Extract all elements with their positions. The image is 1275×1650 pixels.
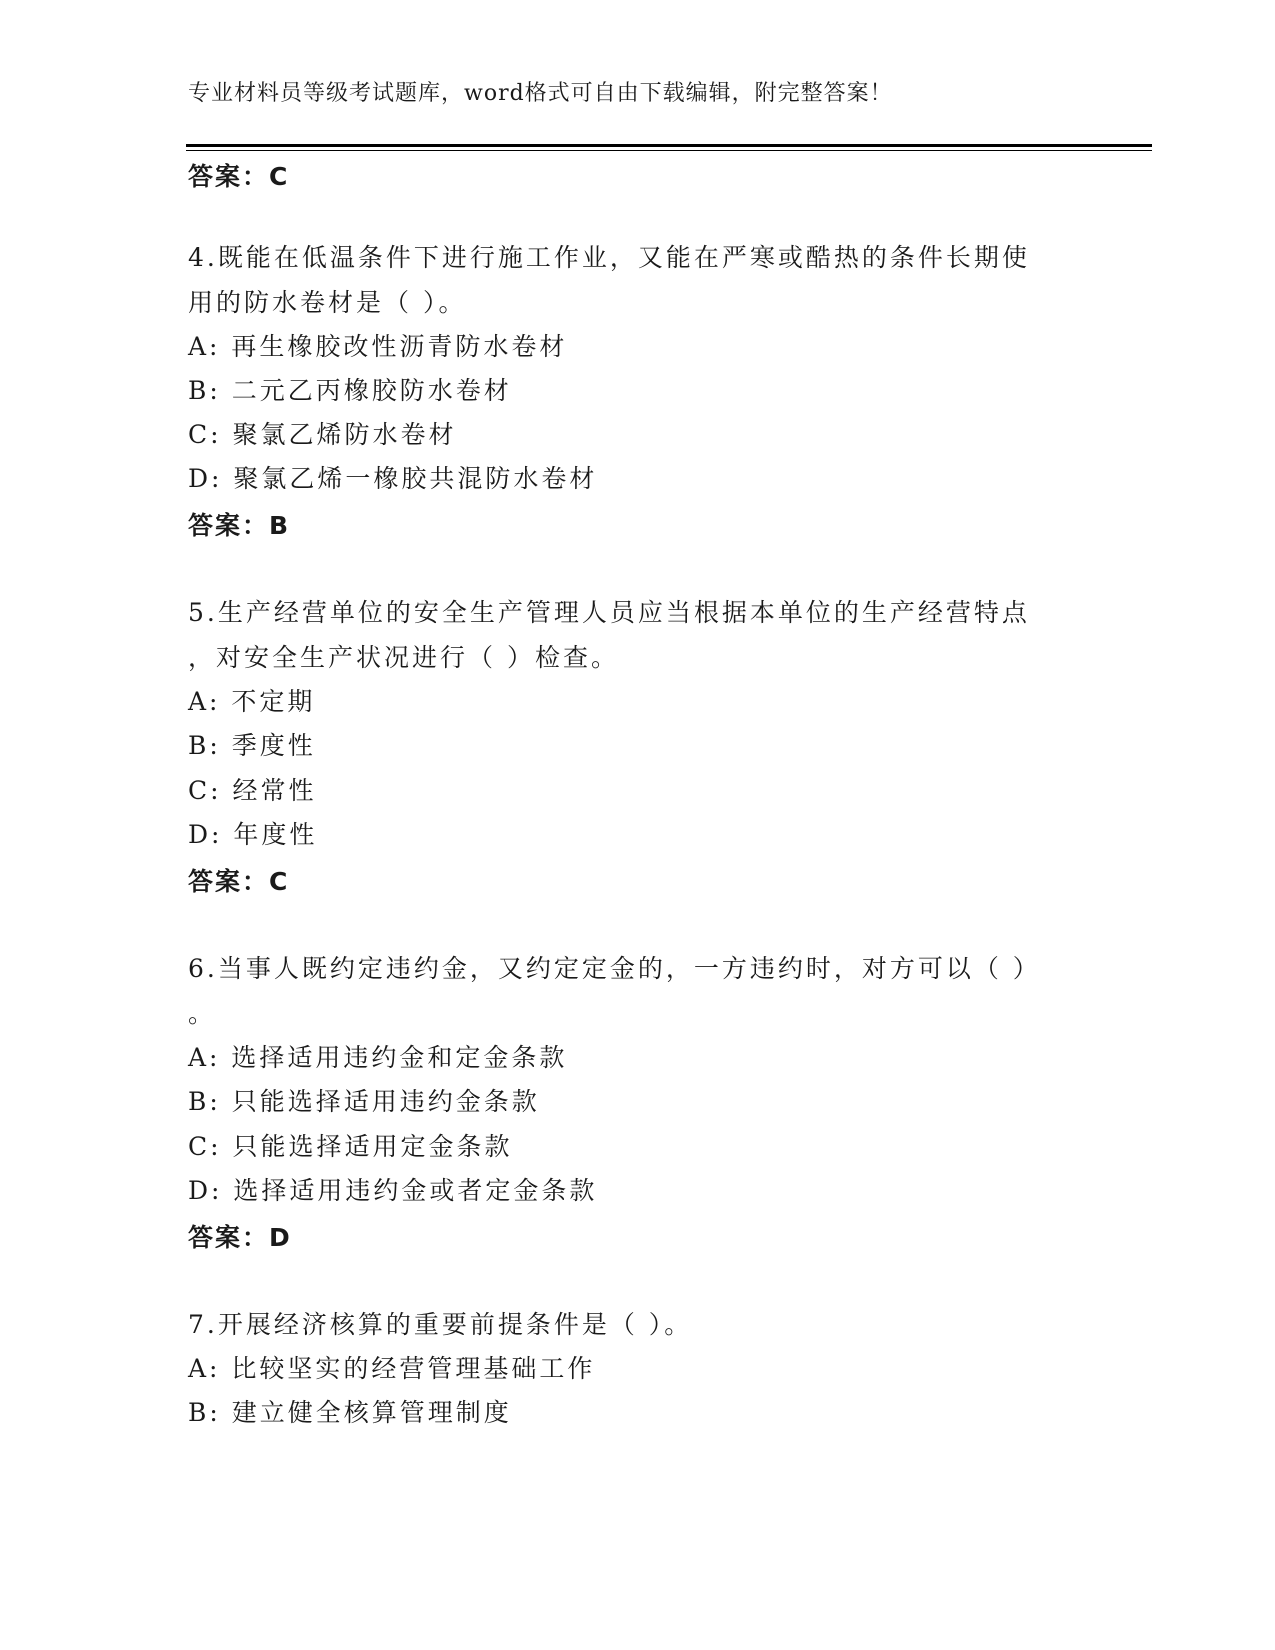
header-rule-thin	[186, 150, 1152, 151]
option-c: C: 只能选择适用定金条款	[188, 1132, 513, 1161]
header-text: 专业材料员等级考试题库，word格式可自由下载编辑，附完整答案！	[188, 81, 893, 106]
option-a: A: 再生橡胶改性沥青防水卷材	[188, 332, 568, 361]
option-b: B: 建立健全核算管理制度	[188, 1398, 512, 1427]
option-b: B: 季度性	[188, 731, 316, 760]
option-d: D: 聚氯乙烯一橡胶共混防水卷材	[188, 464, 598, 493]
option-d: D: 选择适用违约金或者定金条款	[188, 1176, 598, 1205]
question-stem: 用的防水卷材是（ ）。	[188, 288, 467, 317]
answer-line: 答案：C	[188, 162, 290, 191]
question-stem: 5.生产经营单位的安全生产管理人员应当根据本单位的生产经营特点	[188, 598, 1030, 627]
option-a: A: 比较坚实的经营管理基础工作	[188, 1354, 596, 1383]
question-stem: 7.开展经济核算的重要前提条件是（ ）。	[188, 1310, 693, 1339]
header-rule-thick	[186, 144, 1152, 147]
option-c: C: 聚氯乙烯防水卷材	[188, 420, 457, 449]
question-stem: 4.既能在低温条件下进行施工作业，又能在严寒或酷热的条件长期使	[188, 243, 1030, 272]
question-stem: ，对安全生产状况进行（ ）检查。	[188, 643, 619, 672]
option-a: A: 不定期	[188, 687, 316, 716]
answer-line: 答案：C	[188, 867, 290, 896]
option-a: A: 选择适用违约金和定金条款	[188, 1043, 568, 1072]
question-stem: 6.当事人既约定违约金，又约定定金的，一方违约时，对方可以（ ）	[188, 954, 1041, 983]
answer-line: 答案：D	[188, 1223, 292, 1252]
answer-line: 答案：B	[188, 511, 291, 540]
option-d: D: 年度性	[188, 820, 318, 849]
option-b: B: 只能选择适用违约金条款	[188, 1087, 540, 1116]
question-stem: 。	[188, 999, 217, 1028]
option-c: C: 经常性	[188, 776, 317, 805]
option-b: B: 二元乙丙橡胶防水卷材	[188, 376, 512, 405]
